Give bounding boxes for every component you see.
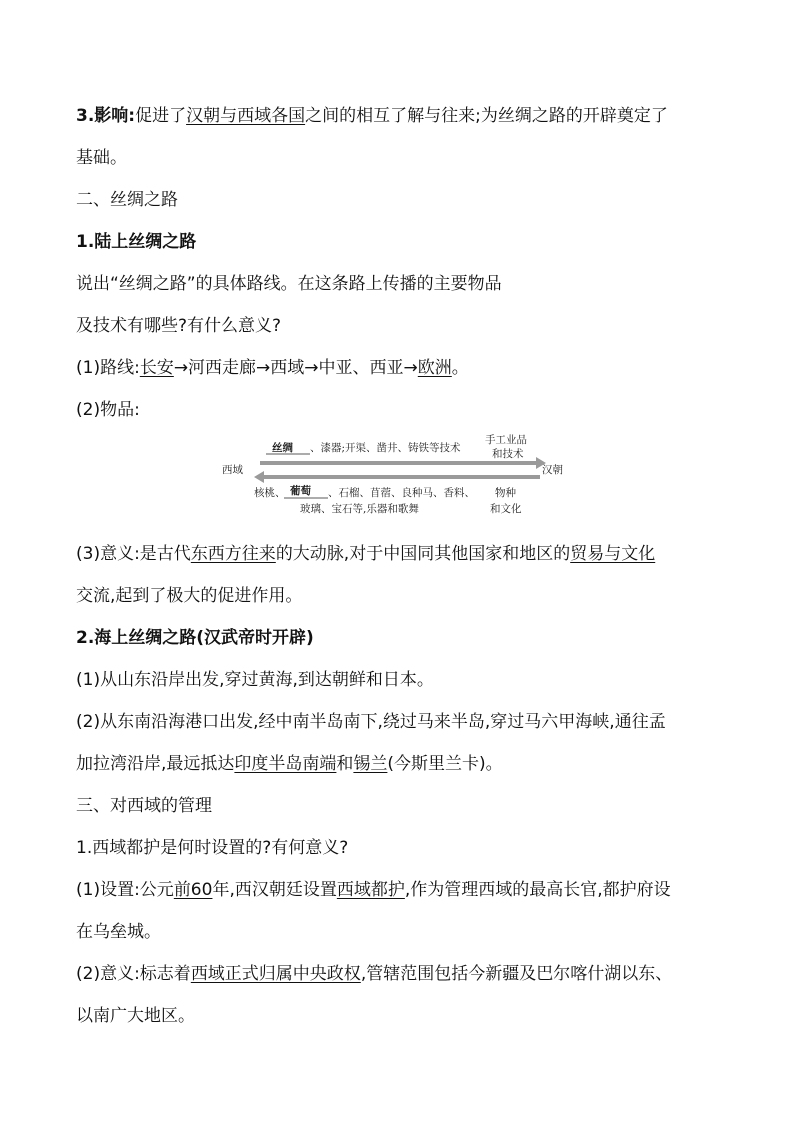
land-question-line-1: 说出“丝绸之路”的具体路线。在这条路上传播的主要物品	[76, 274, 502, 294]
diagram-top-text: 、漆器;开渠、凿井、铸铁等技术	[310, 442, 461, 454]
diagram-bottom-pre: 核桃、	[254, 487, 286, 499]
sea-silk-road-title: 2.海上丝绸之路(汉武帝时开辟)	[76, 628, 314, 648]
diagram-bottom-item: 葡萄	[290, 485, 311, 497]
diagram-bottom-right-2: 和文化	[490, 503, 522, 515]
sea-route-2: (2)从东南沿海港口出发,经中南半岛南下,绕过马来半岛,穿过马六甲海峡,通往孟	[76, 712, 666, 732]
route-label: (1)路线:	[76, 358, 140, 378]
exchange-diagram	[220, 432, 580, 522]
diagram-bottom-line2: 玻璃、宝石等,乐器和歌舞	[300, 503, 419, 515]
meaning-continuation: 交流,起到了极大的促进作用。	[76, 586, 303, 606]
land-question-line-2: 及技术有哪些?有什么意义?	[76, 316, 282, 336]
meaning-paragraph: (3)意义:是古代东西方往来的大动脉,对于中国同其他国家和地区的贸易与文化	[76, 544, 656, 564]
meaning-answer-2: 贸易与文化	[570, 544, 656, 564]
meaning-answer-1: 东西方往来	[190, 544, 276, 564]
route-end-answer: 欧洲	[417, 358, 452, 378]
diagram-top-item: 丝绸	[272, 442, 293, 454]
setup-continuation: 在乌垒城。	[76, 922, 161, 942]
protectorate-meaning: (2)意义:标志着西域正式归属中央政权,管辖范围包括今新疆及巴尔喀什湖以东、	[76, 964, 673, 984]
protectorate-meaning-continuation: 以南广大地区。	[76, 1006, 195, 1026]
diagram-bottom-right-1: 物种	[495, 487, 516, 499]
setup-answer-2: 西域都护	[336, 880, 405, 900]
goods-label: (2)物品:	[76, 400, 140, 420]
protectorate-meaning-answer: 西域正式归属中央政权	[190, 964, 361, 984]
arrow-to-han	[254, 471, 540, 483]
setup-answer-1: 前60	[173, 880, 213, 900]
influence-text-2: 之间的相互了解与往来;为丝绸之路的开辟奠定了	[305, 106, 668, 126]
protectorate-question: 1.西域都护是何时设置的?有何意义?	[76, 838, 349, 858]
influence-paragraph	[76, 104, 668, 128]
diagram-bottom-text: 、石榴、苜蓿、良种马、香料、	[328, 487, 475, 499]
diagram-top-right-2: 和技术	[492, 448, 524, 460]
sea-answer-2: 锡兰	[353, 754, 388, 774]
route-line: (1)路线:长安→河西走廊→西域→中亚、西亚→欧洲。	[76, 358, 469, 378]
influence-answer-1: 汉朝与西域各国	[186, 106, 306, 126]
influence-label: 3.影响:	[76, 106, 136, 126]
land-silk-road-title: 1.陆上丝绸之路	[76, 232, 197, 252]
diagram-right-label: 汉朝	[542, 464, 563, 476]
diagram-left-label: 西域	[222, 464, 243, 476]
diagram-top-right-1: 手工业品	[485, 434, 527, 446]
section-heading-western-regions: 三、对西域的管理	[76, 796, 212, 816]
sea-route-2-continuation: 加拉湾沿岸,最远抵达印度半岛南端和锡兰(今斯里兰卡)。	[76, 754, 503, 774]
route-middle: →河西走廊→西域→中亚、西亚→	[173, 358, 418, 378]
setup-paragraph: (1)设置:公元前60年,西汉朝廷设置西域都护,作为管理西域的最高长官,都护府设	[76, 880, 671, 900]
influence-continuation: 基础。	[76, 148, 127, 168]
sea-answer-1: 印度半岛南端	[234, 754, 337, 774]
section-heading-silk-road: 二、丝绸之路	[76, 190, 178, 210]
route-start-answer: 长安	[139, 358, 174, 378]
sea-route-1: (1)从山东沿岸出发,穿过黄海,到达朝鲜和日本。	[76, 670, 434, 690]
influence-text-1: 促进了	[135, 106, 187, 126]
